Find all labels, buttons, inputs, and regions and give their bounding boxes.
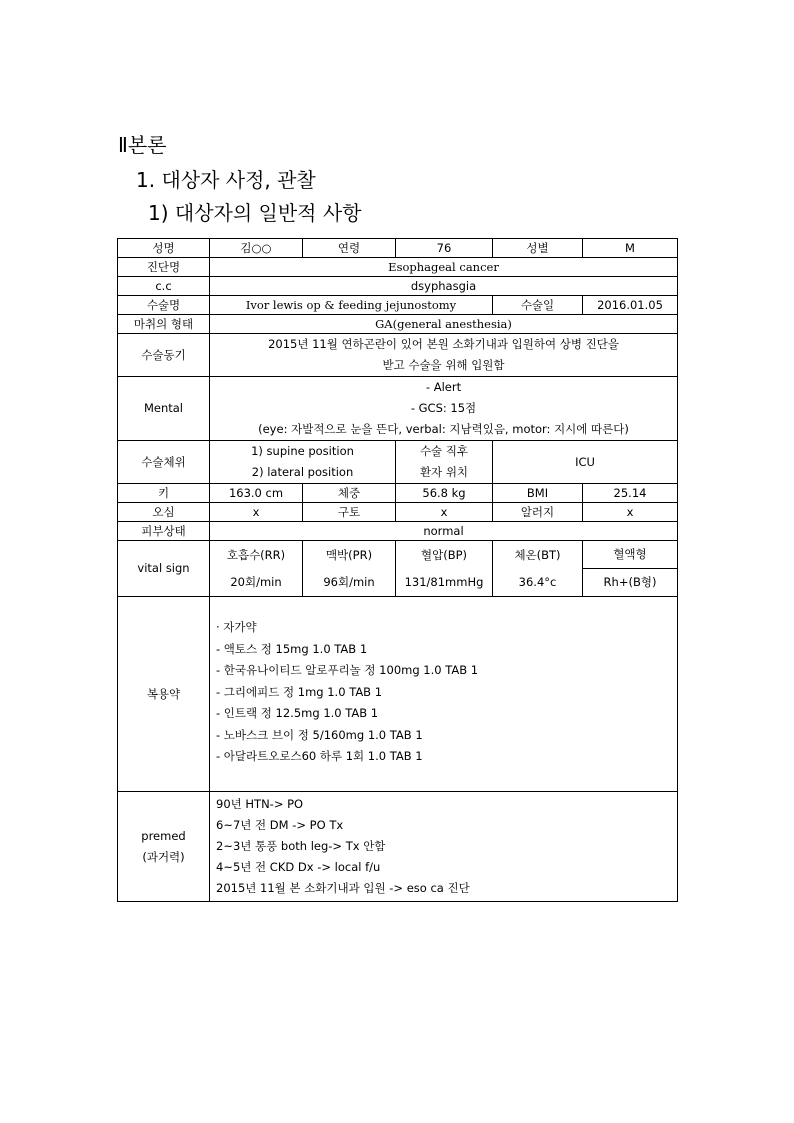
post-op-position-label (396, 441, 493, 484)
list-item: - 인트랙 정 12.5mg 1.0 TAB 1 (216, 706, 379, 720)
list-item: - 한국유나이티드 알로푸리놀 정 100mg 1.0 TAB 1 (216, 663, 479, 677)
premed-label-line: premed (141, 828, 186, 843)
table-row (118, 441, 678, 484)
list-item: 4~5년 전 CKD Dx -> local f/u (216, 860, 381, 874)
skin-label: 피부상태 (118, 522, 210, 541)
position-line: 1) supine position (251, 444, 354, 458)
vomiting-label: 구토 (303, 503, 396, 522)
post-op-position-value: ICU (493, 441, 678, 484)
mental-line: - Alert (425, 380, 462, 394)
motive-line: 받고 수술을 위해 입원함 (382, 358, 505, 372)
premed-label-line: (과거력) (142, 849, 185, 864)
chief-complaint-value: dsyphasgia (210, 277, 678, 296)
bp-label: 혈압(BP) (420, 547, 467, 562)
age-label: 연령 (303, 239, 396, 258)
weight-label: 체중 (303, 484, 396, 503)
bp-value: 131/81mmHg (404, 574, 484, 589)
table-row (118, 503, 678, 522)
operation-date-label: 수술일 (493, 296, 583, 315)
medications-list (210, 597, 678, 792)
operation-label: 수술명 (118, 296, 210, 315)
operation-date-value: 2016.01.05 (583, 296, 678, 315)
table-row (118, 522, 678, 541)
subsubsection-heading: 1) 대상자의 일반적 사항 (148, 201, 362, 225)
allergy-value: x (583, 503, 678, 522)
anesthesia-value: GA(general anesthesia) (210, 315, 678, 334)
table-row (118, 541, 678, 597)
motive-label: 수술동기 (118, 334, 210, 377)
pr-value: 96회/min (323, 574, 375, 589)
weight-value: 56.8 kg (396, 484, 493, 503)
rr-value: 20회/min (230, 574, 282, 589)
list-item: - 그리에피드 정 1mg 1.0 TAB 1 (216, 684, 383, 699)
nausea-value: x (210, 503, 303, 522)
name-value: 김○○ (210, 239, 303, 258)
anesthesia-label: 마취의 형태 (118, 315, 210, 334)
table-row (118, 277, 678, 296)
list-item: - 아달라트오로스60 하루 1회 1.0 TAB 1 (216, 749, 423, 763)
list-item: 2~3년 통풍 both leg-> Tx 안함 (216, 839, 386, 853)
table-row (118, 258, 678, 277)
bmi-label: BMI (493, 484, 583, 503)
age-value: 76 (396, 239, 493, 258)
position-label: 수술체위 (118, 441, 210, 484)
list-item: · 자가약 (216, 620, 257, 634)
table-row (118, 296, 678, 315)
list-item: 90년 HTN-> PO (216, 797, 304, 811)
post-op-position-label-line: 환자 위치 (419, 465, 469, 479)
blood-type-label: 혈액형 (583, 541, 677, 569)
pr-label: 맥박(PR) (325, 547, 373, 562)
blood-type-value: Rh+(B형) (603, 575, 657, 589)
motive-line: 2015년 11월 연하곤란이 있어 본원 소화기내과 입원하여 상병 진단을 (268, 337, 619, 351)
sex-label: 성별 (493, 239, 583, 258)
mental-label: Mental (118, 377, 210, 441)
diagnosis-label: 진단명 (118, 258, 210, 277)
table-row (118, 377, 678, 441)
list-item: 2015년 11월 본 소화기내과 입원 -> eso ca 진단 (216, 881, 470, 895)
vomiting-value: x (396, 503, 493, 522)
name-label: 성명 (118, 239, 210, 258)
height-value: 163.0 cm (210, 484, 303, 503)
bmi-value: 25.14 (583, 484, 678, 503)
list-item: - 노바스크 브이 정 5/160mg 1.0 TAB 1 (216, 727, 423, 742)
vital-sign-label: vital sign (118, 541, 210, 597)
list-item: 6~7년 전 DM -> PO Tx (216, 818, 344, 832)
pulse-rate-cell (303, 541, 396, 597)
mental-line: (eye: 자발적으로 눈을 뜬다, verbal: 지남력있음, motor: 지시에 따른다) (258, 422, 629, 436)
position-value (210, 441, 396, 484)
premed-label (118, 792, 210, 902)
table-row (118, 334, 678, 377)
blood-type-cell (583, 541, 678, 597)
height-label: 키 (118, 484, 210, 503)
table-row (118, 597, 678, 792)
table-row (118, 484, 678, 503)
mental-value (210, 377, 678, 441)
patient-info-table (117, 238, 678, 902)
list-item: - 액토스 정 15mg 1.0 TAB 1 (216, 641, 368, 656)
table-row (118, 792, 678, 902)
body-temperature-cell (493, 541, 583, 597)
skin-value: normal (210, 522, 678, 541)
respiratory-rate-cell (210, 541, 303, 597)
allergy-label: 알러지 (493, 503, 583, 522)
table-row (118, 315, 678, 334)
position-line: 2) lateral position (251, 465, 354, 479)
section-heading: Ⅱ본론 (118, 133, 167, 157)
subsection-heading: 1. 대상자 사정, 관찰 (136, 168, 316, 192)
chief-complaint-label: c.c (118, 277, 210, 296)
diagnosis-value: Esophageal cancer (210, 258, 678, 277)
bt-label: 체온(BT) (514, 547, 561, 562)
nausea-label: 오심 (118, 503, 210, 522)
premed-history-list (210, 792, 678, 902)
post-op-position-label-line: 수술 직후 (419, 444, 469, 458)
table-row (118, 239, 678, 258)
blood-pressure-cell (396, 541, 493, 597)
operation-value: Ivor lewis op & feeding jejunostomy (210, 296, 493, 315)
mental-line: - GCS: 15점 (410, 401, 477, 415)
rr-label: 호흡수(RR) (226, 547, 286, 562)
sex-value: M (583, 239, 678, 258)
medications-label: 복용약 (118, 597, 210, 792)
bt-value: 36.4°c (518, 574, 557, 589)
motive-value (210, 334, 678, 377)
